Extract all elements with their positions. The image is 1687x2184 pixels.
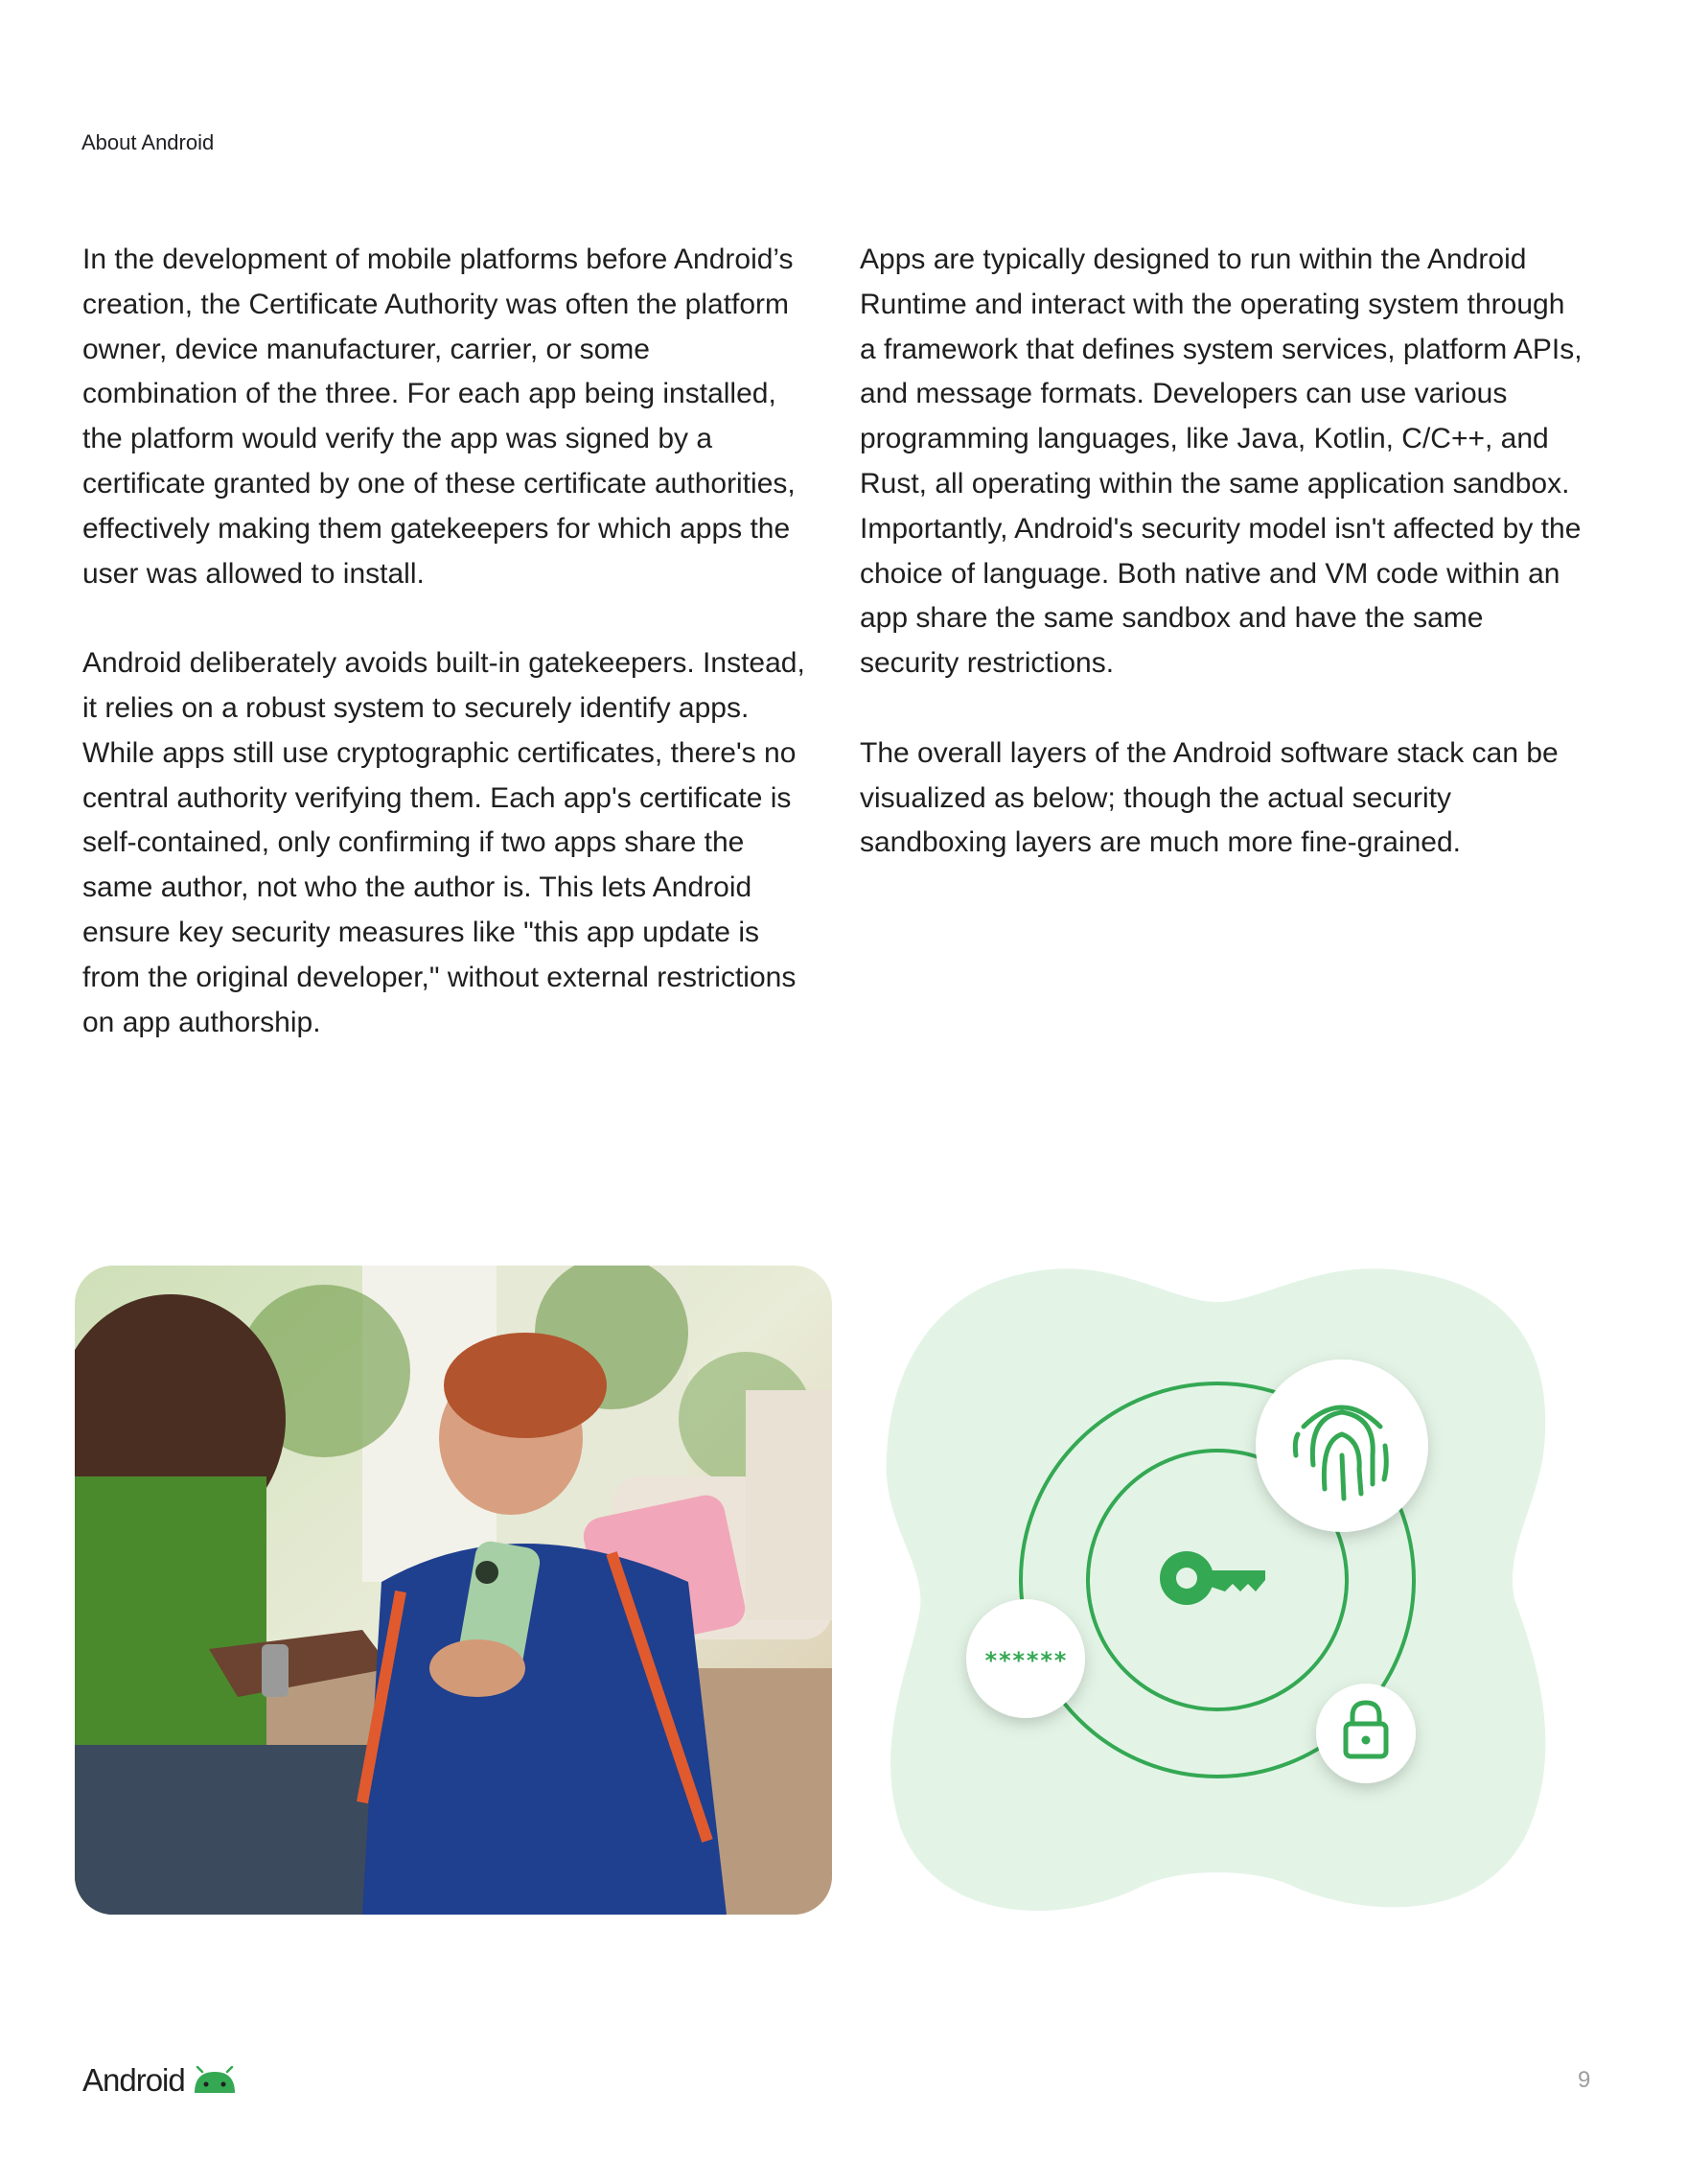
right-paragraph-1: Apps are typically designed to run within the Android Runtime and interact with the operating system through a framework that defines system services, platform APIs, and message formats. Developers can use various programming languages, like Java, Kotlin, C/C++, and Rust, all operating within the same application sandbox. Importantly, Android's security model isn't affected by the choice of language. Both native and VM code within an app share the same sandbox and have the same security restrictions.	[860, 244, 1583, 680]
right-column	[860, 238, 1588, 911]
android-wordmark: Android	[82, 2062, 185, 2098]
left-column	[82, 238, 811, 1090]
green-blob-shape	[887, 1268, 1546, 1911]
password-mask: ******	[983, 1647, 1068, 1674]
left-paragraph-1: In the development of mobile platforms before Android’s creation, the Certificate Authority was often the platform owner, device manufacturer, carrier, or some combination of the three. For each app being installed, the platform would verify the app was signed by a certificate granted by one of these certificate authorities, effectively making them gatekeepers for which apps the user was allowed to install.	[82, 244, 796, 590]
password-icon	[966, 1599, 1085, 1718]
android-bot-icon	[193, 2066, 237, 2095]
left-paragraph-2: Android deliberately avoids built-in gatekeepers. Instead, it relies on a robust system to securely identify apps. While apps still use cryptographic certificates, there's no central authority verifying them. Each app's certificate is self-contained, only confirming if two apps share the same author, not who the author is. This lets Android ensure key security measures like "this app update is from the original developer," without external restrictions on app authorship.	[82, 647, 805, 1038]
header-label: About Android	[81, 130, 215, 154]
right-paragraph-2: The overall layers of the Android software stack can be visualized as below; though the actual security sandboxing layers are much more fine-grained.	[860, 736, 1559, 859]
page-number: 9	[1578, 2067, 1591, 2093]
family-phone-photo	[75, 1266, 832, 1915]
android-logo	[82, 2057, 237, 2103]
lock-icon	[1316, 1684, 1416, 1783]
fingerprint-icon	[1256, 1359, 1428, 1532]
security-illustration	[882, 1264, 1553, 1917]
